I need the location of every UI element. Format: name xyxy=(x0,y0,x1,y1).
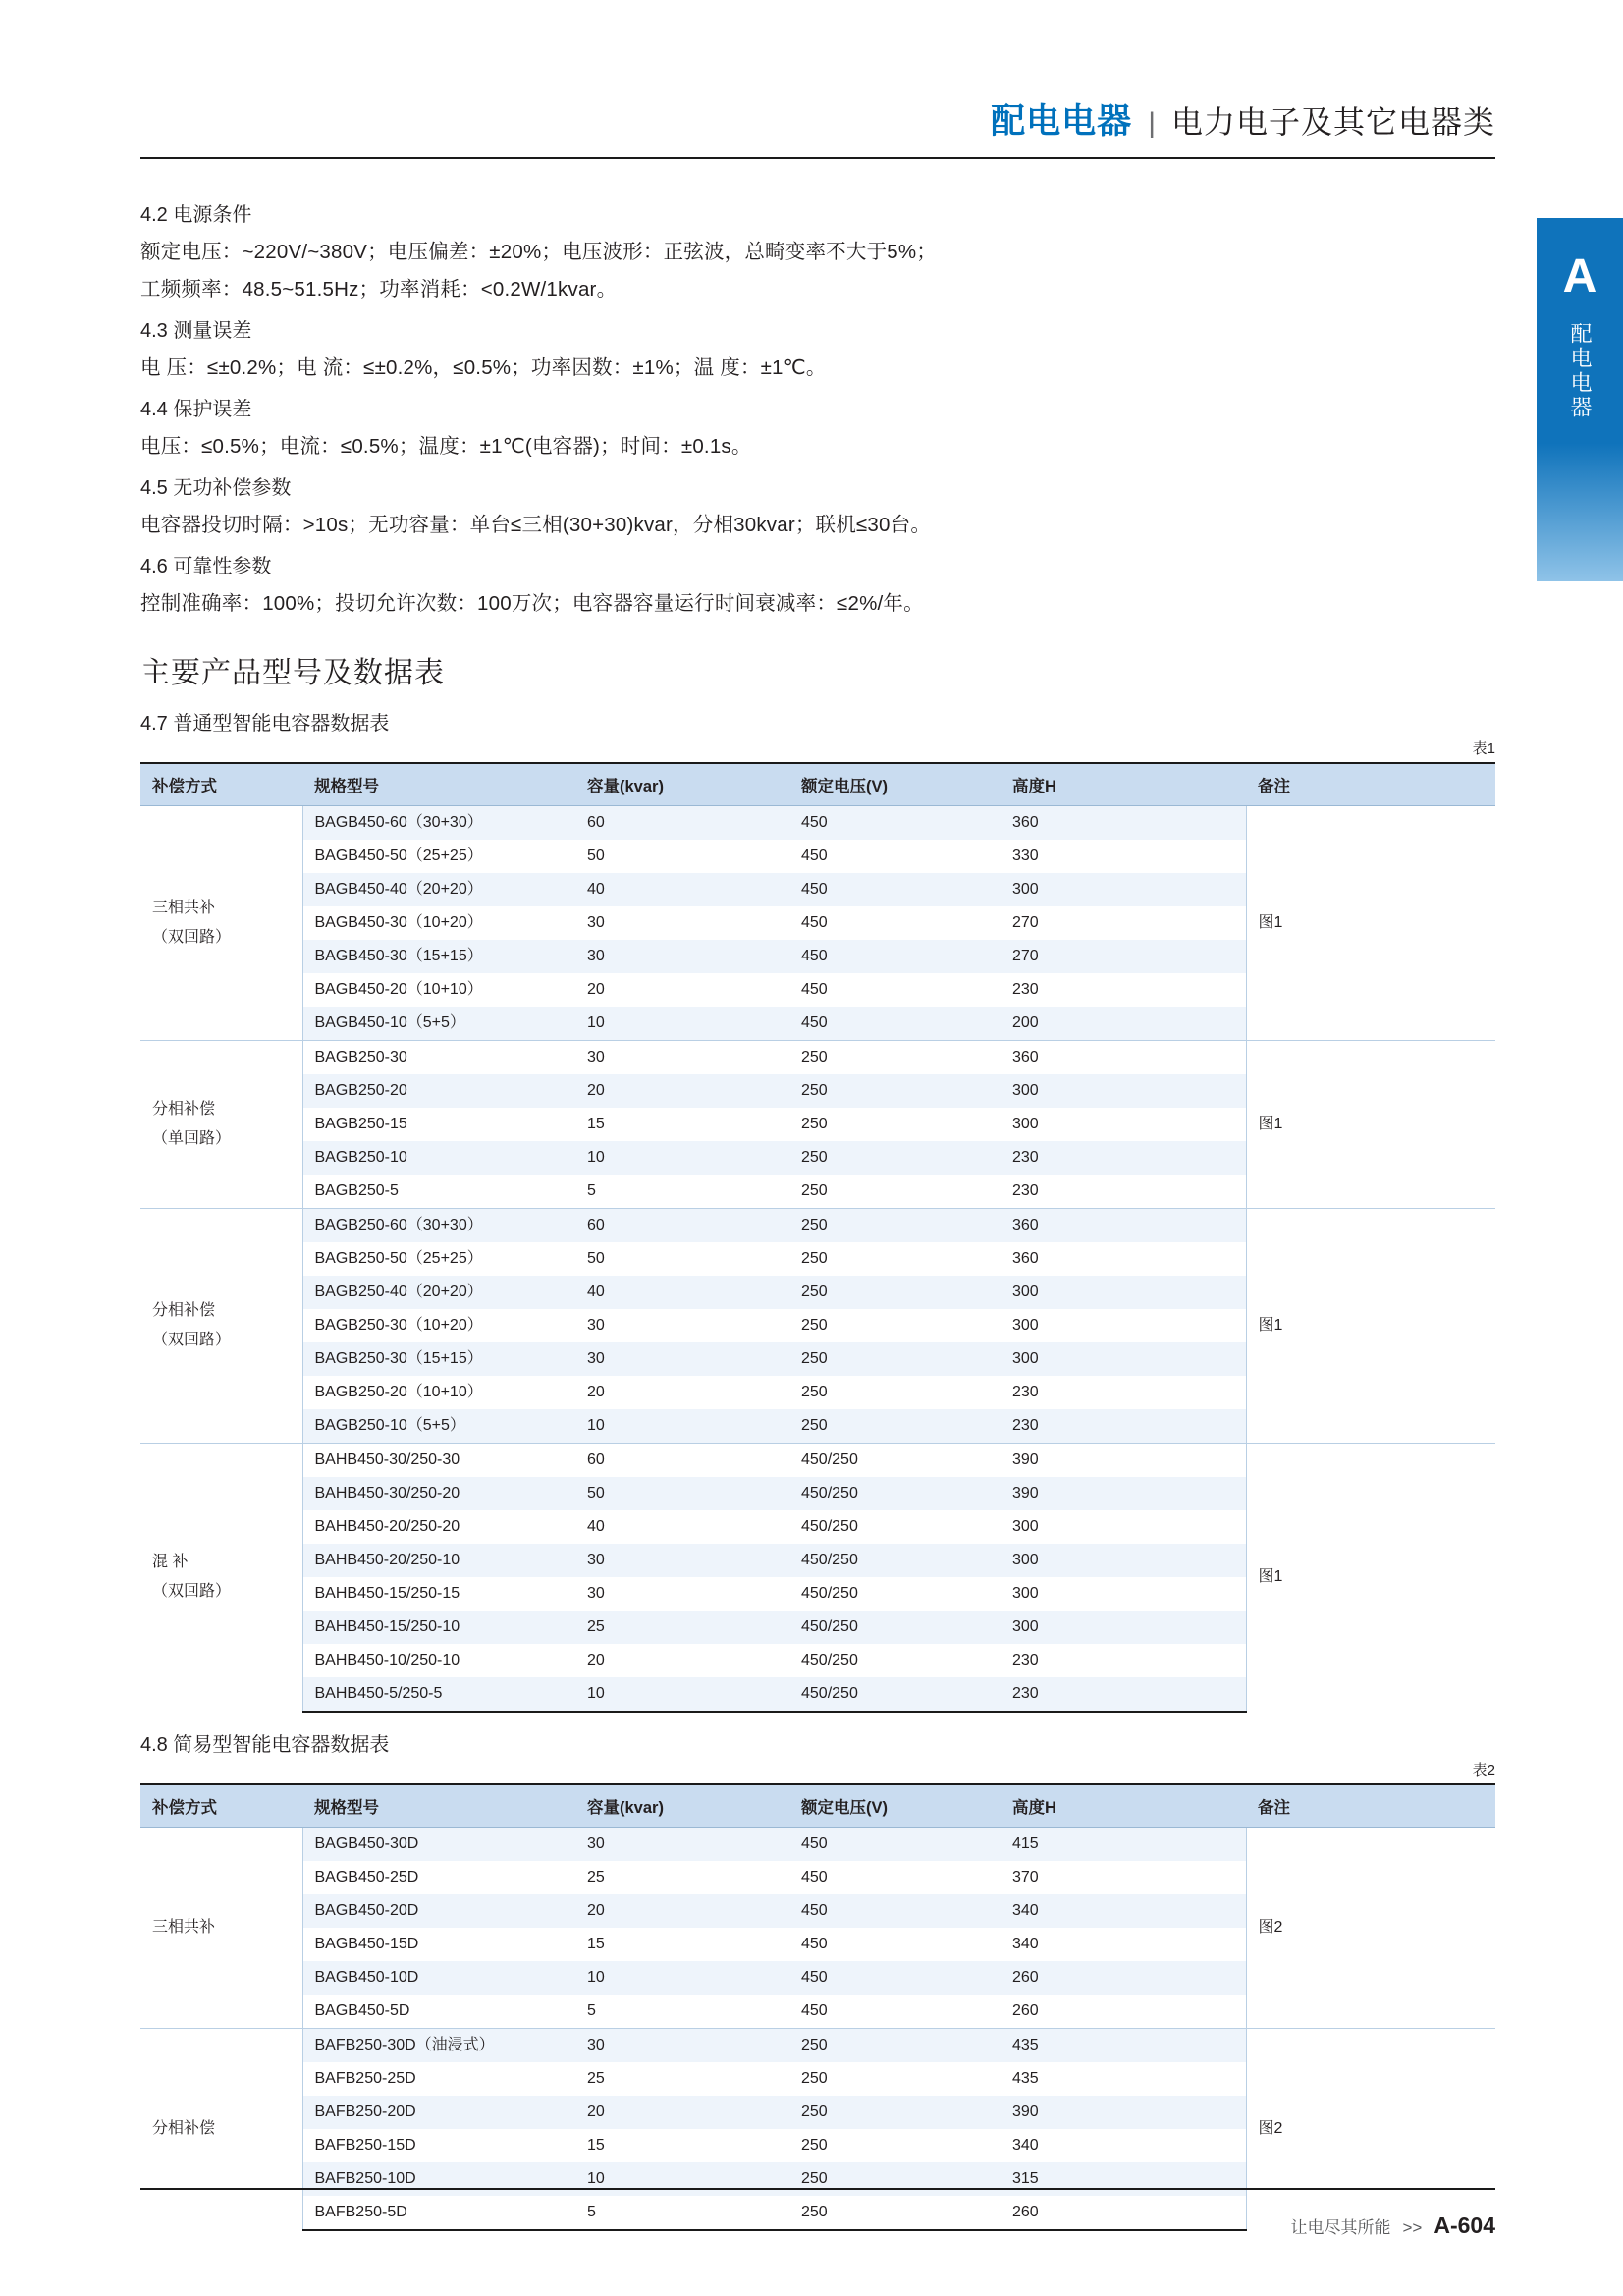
group-label-cell: 分相补偿 （双回路） xyxy=(140,1208,302,1443)
column-header: 补偿方式 xyxy=(140,763,302,806)
group-label-cell: 三相共补 xyxy=(140,1827,302,2028)
cell-height: 390 xyxy=(1001,1443,1246,1477)
cell-model: BAGB250-40（20+20） xyxy=(302,1276,575,1309)
table-row xyxy=(140,805,1495,840)
column-header: 备注 xyxy=(1246,763,1495,806)
cell-model: BAGB250-10 xyxy=(302,1141,575,1175)
column-header: 容量(kvar) xyxy=(575,763,789,806)
header-divider: | xyxy=(1148,107,1156,139)
cell-height: 230 xyxy=(1001,1141,1246,1175)
group-note-cell: 图1 xyxy=(1246,1040,1495,1208)
cell-model: BAFB250-25D xyxy=(302,2062,575,2096)
cell-model: BAHB450-20/250-20 xyxy=(302,1510,575,1544)
cell-capacity: 40 xyxy=(575,873,789,906)
section-title: 4.2 电源条件 xyxy=(140,204,252,226)
cell-capacity: 10 xyxy=(575,1007,789,1041)
cell-model: BAHB450-30/250-20 xyxy=(302,1477,575,1510)
footer-slogan: 让电尽其所能 xyxy=(1290,2218,1391,2237)
table2-number: 表2 xyxy=(1472,1761,1495,1778)
table2-caption: 4.8 简易型智能电容器数据表 xyxy=(140,1733,390,1756)
cell-capacity: 25 xyxy=(575,2062,789,2096)
cell-model: BAGB250-60（30+30） xyxy=(302,1208,575,1242)
cell-height: 260 xyxy=(1001,2196,1246,2230)
cell-voltage: 450 xyxy=(789,1861,1001,1894)
cell-voltage: 450 xyxy=(789,1928,1001,1961)
cell-model: BAGB450-5D xyxy=(302,1995,575,2029)
section-4-6 xyxy=(140,550,1495,623)
table-header-row xyxy=(140,1784,1495,1828)
column-header: 额定电压(V) xyxy=(789,1784,1001,1828)
cell-voltage: 450/250 xyxy=(789,1544,1001,1577)
group-note-cell: 图1 xyxy=(1246,1443,1495,1712)
cell-voltage: 450/250 xyxy=(789,1677,1001,1712)
section-4-3 xyxy=(140,314,1495,387)
cell-height: 300 xyxy=(1001,1276,1246,1309)
cell-height: 360 xyxy=(1001,805,1246,840)
cell-model: BAGB450-30D xyxy=(302,1827,575,1861)
cell-voltage: 250 xyxy=(789,1108,1001,1141)
section-title: 4.6 可靠性参数 xyxy=(140,555,272,577)
table-row xyxy=(140,1208,1495,1242)
cell-capacity: 15 xyxy=(575,1108,789,1141)
column-header: 规格型号 xyxy=(302,763,575,806)
cell-model: BAGB450-10D xyxy=(302,1961,575,1995)
cell-model: BAGB450-40（20+20） xyxy=(302,873,575,906)
section-line: 电 压：≤±0.2%；电 流：≤±0.2%，≤0.5%；功率因数：±1%；温 度：±1℃。 xyxy=(140,355,827,379)
cell-capacity: 10 xyxy=(575,1141,789,1175)
column-header: 额定电压(V) xyxy=(789,763,1001,806)
cell-model: BAGB250-20 xyxy=(302,1074,575,1108)
cell-height: 300 xyxy=(1001,1544,1246,1577)
cell-voltage: 250 xyxy=(789,1376,1001,1409)
cell-voltage: 250 xyxy=(789,2129,1001,2162)
header-rule xyxy=(140,157,1495,159)
column-header: 高度H xyxy=(1001,763,1246,806)
cell-voltage: 450 xyxy=(789,1995,1001,2029)
cell-capacity: 50 xyxy=(575,840,789,873)
cell-capacity: 20 xyxy=(575,1644,789,1677)
cell-voltage: 450/250 xyxy=(789,1443,1001,1477)
cell-model: BAGB450-20（10+10） xyxy=(302,973,575,1007)
table-row xyxy=(140,2028,1495,2062)
cell-model: BAGB250-30（15+15） xyxy=(302,1342,575,1376)
cell-model: BAGB450-30（15+15） xyxy=(302,940,575,973)
cell-voltage: 450 xyxy=(789,1827,1001,1861)
cell-capacity: 15 xyxy=(575,2129,789,2162)
cell-voltage: 450 xyxy=(789,906,1001,940)
cell-capacity: 20 xyxy=(575,973,789,1007)
group-label-cell: 三相共补 （双回路） xyxy=(140,805,302,1040)
cell-capacity: 50 xyxy=(575,1477,789,1510)
section-4-4 xyxy=(140,393,1495,465)
cell-capacity: 5 xyxy=(575,2196,789,2230)
table-row xyxy=(140,1040,1495,1074)
cell-voltage: 250 xyxy=(789,1309,1001,1342)
cell-voltage: 250 xyxy=(789,1242,1001,1276)
cell-voltage: 450/250 xyxy=(789,1477,1001,1510)
group-note-cell: 图1 xyxy=(1246,1208,1495,1443)
page-footer xyxy=(1290,2213,1495,2239)
cell-capacity: 30 xyxy=(575,940,789,973)
cell-height: 360 xyxy=(1001,1040,1246,1074)
cell-capacity: 10 xyxy=(575,1677,789,1712)
cell-capacity: 30 xyxy=(575,2028,789,2062)
cell-height: 300 xyxy=(1001,1309,1246,1342)
page-title: 主要产品型号及数据表 xyxy=(140,656,445,689)
section-title: 4.3 测量误差 xyxy=(140,319,252,342)
cell-voltage: 250 xyxy=(789,2096,1001,2129)
cell-capacity: 30 xyxy=(575,1577,789,1611)
footer-arrows: >> xyxy=(1402,2218,1423,2237)
cell-height: 360 xyxy=(1001,1242,1246,1276)
group-label-cell: 混 补 （双回路） xyxy=(140,1443,302,1712)
cell-height: 435 xyxy=(1001,2028,1246,2062)
cell-capacity: 10 xyxy=(575,2162,789,2196)
cell-height: 330 xyxy=(1001,840,1246,873)
cell-model: BAHB450-20/250-10 xyxy=(302,1544,575,1577)
cell-capacity: 60 xyxy=(575,1443,789,1477)
cell-height: 230 xyxy=(1001,1677,1246,1712)
cell-voltage: 450 xyxy=(789,873,1001,906)
cell-capacity: 30 xyxy=(575,1342,789,1376)
section-line: 额定电压：~220V/~380V；电压偏差：±20%；电压波形：正弦波，总畸变率不大于5%； xyxy=(140,241,938,263)
cell-height: 270 xyxy=(1001,906,1246,940)
cell-model: BAGB250-30 xyxy=(302,1040,575,1074)
cell-model: BAGB250-20（10+10） xyxy=(302,1376,575,1409)
column-header: 备注 xyxy=(1246,1784,1495,1828)
cell-model: BAHB450-15/250-10 xyxy=(302,1611,575,1644)
cell-voltage: 450/250 xyxy=(789,1577,1001,1611)
section-line: 工频频率：48.5~51.5Hz；功率消耗：<0.2W/1kvar。 xyxy=(140,277,618,301)
side-tab-label: 配电电器 xyxy=(1567,322,1593,420)
cell-capacity: 30 xyxy=(575,1040,789,1074)
cell-height: 300 xyxy=(1001,873,1246,906)
cell-capacity: 5 xyxy=(575,1175,789,1209)
cell-height: 300 xyxy=(1001,1074,1246,1108)
group-note-cell: 图1 xyxy=(1246,805,1495,1040)
table-简易型智能电容器数据表 xyxy=(140,1783,1495,2231)
cell-height: 300 xyxy=(1001,1577,1246,1611)
cell-capacity: 20 xyxy=(575,2096,789,2129)
cell-model: BAGB250-30（10+20） xyxy=(302,1309,575,1342)
cell-height: 415 xyxy=(1001,1827,1246,1861)
cell-model: BAGB450-30（10+20） xyxy=(302,906,575,940)
section-line: 电容器投切时隔：>10s；无功容量：单台≤三相(30+30)kvar，分相30kvar；联机≤30台。 xyxy=(140,513,932,536)
cell-voltage: 250 xyxy=(789,2162,1001,2196)
cell-model: BAFB250-5D xyxy=(302,2196,575,2230)
cell-height: 230 xyxy=(1001,1644,1246,1677)
cell-model: BAGB450-15D xyxy=(302,1928,575,1961)
cell-capacity: 30 xyxy=(575,906,789,940)
cell-height: 230 xyxy=(1001,1376,1246,1409)
cell-model: BAHB450-10/250-10 xyxy=(302,1644,575,1677)
section-line: 控制准确率：100%；投切允许次数：100万次；电容器容量运行时间衰减率：≤2%/年。 xyxy=(140,591,924,615)
cell-height: 390 xyxy=(1001,1477,1246,1510)
cell-capacity: 10 xyxy=(575,1961,789,1995)
cell-height: 300 xyxy=(1001,1342,1246,1376)
cell-voltage: 250 xyxy=(789,1175,1001,1209)
cell-height: 270 xyxy=(1001,940,1246,973)
page-header xyxy=(991,94,1495,143)
section-title: 4.5 无功补偿参数 xyxy=(140,476,292,499)
column-header: 容量(kvar) xyxy=(575,1784,789,1828)
cell-capacity: 60 xyxy=(575,805,789,840)
section-4-2 xyxy=(140,198,1495,308)
cell-voltage: 250 xyxy=(789,1409,1001,1444)
cell-capacity: 10 xyxy=(575,1409,789,1444)
cell-voltage: 450/250 xyxy=(789,1510,1001,1544)
cell-height: 300 xyxy=(1001,1108,1246,1141)
section-title: 4.4 保护误差 xyxy=(140,398,252,420)
cell-height: 340 xyxy=(1001,1928,1246,1961)
cell-model: BAGB250-15 xyxy=(302,1108,575,1141)
cell-height: 260 xyxy=(1001,1995,1246,2029)
cell-capacity: 15 xyxy=(575,1928,789,1961)
cell-model: BAGB450-50（25+25） xyxy=(302,840,575,873)
footer-rule xyxy=(140,2188,1495,2190)
cell-height: 315 xyxy=(1001,2162,1246,2196)
cell-voltage: 250 xyxy=(789,1208,1001,1242)
page-number: A-604 xyxy=(1434,2213,1495,2238)
page-content xyxy=(140,192,1495,2231)
cell-capacity: 40 xyxy=(575,1510,789,1544)
cell-capacity: 30 xyxy=(575,1544,789,1577)
cell-capacity: 25 xyxy=(575,1861,789,1894)
cell-capacity: 20 xyxy=(575,1376,789,1409)
cell-model: BAFB250-20D xyxy=(302,2096,575,2129)
header-subtitle: 电力电子及其它电器类 xyxy=(1170,104,1495,139)
group-note-cell: 图2 xyxy=(1246,2028,1495,2230)
cell-height: 300 xyxy=(1001,1510,1246,1544)
cell-voltage: 450/250 xyxy=(789,1644,1001,1677)
table-row xyxy=(140,1827,1495,1861)
cell-capacity: 25 xyxy=(575,1611,789,1644)
group-label-cell: 分相补偿 （单回路） xyxy=(140,1040,302,1208)
column-header: 补偿方式 xyxy=(140,1784,302,1828)
cell-height: 230 xyxy=(1001,1175,1246,1209)
cell-model: BAHB450-15/250-15 xyxy=(302,1577,575,1611)
cell-voltage: 450/250 xyxy=(789,1611,1001,1644)
cell-voltage: 450 xyxy=(789,1007,1001,1041)
cell-capacity: 40 xyxy=(575,1276,789,1309)
cell-capacity: 30 xyxy=(575,1309,789,1342)
cell-height: 390 xyxy=(1001,2096,1246,2129)
cell-capacity: 20 xyxy=(575,1894,789,1928)
cell-model: BAGB250-10（5+5） xyxy=(302,1409,575,1444)
cell-voltage: 250 xyxy=(789,2062,1001,2096)
cell-voltage: 250 xyxy=(789,2196,1001,2230)
cell-height: 230 xyxy=(1001,973,1246,1007)
cell-capacity: 5 xyxy=(575,1995,789,2029)
cell-voltage: 450 xyxy=(789,940,1001,973)
cell-height: 300 xyxy=(1001,1611,1246,1644)
cell-model: BAFB250-15D xyxy=(302,2129,575,2162)
cell-capacity: 60 xyxy=(575,1208,789,1242)
side-tab-letter: A xyxy=(1562,250,1597,302)
cell-capacity: 20 xyxy=(575,1074,789,1108)
cell-voltage: 450 xyxy=(789,1961,1001,1995)
group-note-cell: 图2 xyxy=(1246,1827,1495,2028)
cell-height: 260 xyxy=(1001,1961,1246,1995)
cell-model: BAGB450-20D xyxy=(302,1894,575,1928)
table1-number: 表1 xyxy=(1472,739,1495,757)
cell-voltage: 250 xyxy=(789,1342,1001,1376)
cell-model: BAHB450-30/250-30 xyxy=(302,1443,575,1477)
section-line: 电压：≤0.5%；电流：≤0.5%；温度：±1℃(电容器)；时间：±0.1s。 xyxy=(140,434,752,458)
table1-caption: 4.7 普通型智能电容器数据表 xyxy=(140,712,390,735)
cell-voltage: 250 xyxy=(789,1074,1001,1108)
cell-model: BAGB250-50（25+25） xyxy=(302,1242,575,1276)
cell-height: 340 xyxy=(1001,2129,1246,2162)
cell-voltage: 450 xyxy=(789,1894,1001,1928)
cell-height: 340 xyxy=(1001,1894,1246,1928)
column-header: 规格型号 xyxy=(302,1784,575,1828)
cell-voltage: 250 xyxy=(789,1276,1001,1309)
cell-model: BAFB250-10D xyxy=(302,2162,575,2196)
cell-capacity: 50 xyxy=(575,1242,789,1276)
table-row xyxy=(140,1443,1495,1477)
cell-model: BAHB450-5/250-5 xyxy=(302,1677,575,1712)
cell-model: BAGB450-25D xyxy=(302,1861,575,1894)
cell-height: 435 xyxy=(1001,2062,1246,2096)
cell-voltage: 450 xyxy=(789,805,1001,840)
cell-height: 230 xyxy=(1001,1409,1246,1444)
side-tab xyxy=(1537,218,1623,581)
cell-height: 360 xyxy=(1001,1208,1246,1242)
group-label-cell: 分相补偿 xyxy=(140,2028,302,2230)
table-header-row xyxy=(140,763,1495,806)
cell-capacity: 30 xyxy=(575,1827,789,1861)
cell-voltage: 250 xyxy=(789,2028,1001,2062)
cell-voltage: 450 xyxy=(789,973,1001,1007)
column-header: 高度H xyxy=(1001,1784,1246,1828)
cell-model: BAGB250-5 xyxy=(302,1175,575,1209)
header-main-title: 配电电器 xyxy=(991,102,1133,140)
cell-voltage: 250 xyxy=(789,1040,1001,1074)
cell-model: BAGB450-60（30+30） xyxy=(302,805,575,840)
section-4-5 xyxy=(140,471,1495,544)
cell-height: 200 xyxy=(1001,1007,1246,1041)
cell-voltage: 450 xyxy=(789,840,1001,873)
cell-height: 370 xyxy=(1001,1861,1246,1894)
table-普通型智能电容器数据表 xyxy=(140,762,1495,1713)
cell-model: BAFB250-30D（油浸式） xyxy=(302,2028,575,2062)
cell-voltage: 250 xyxy=(789,1141,1001,1175)
cell-model: BAGB450-10（5+5） xyxy=(302,1007,575,1041)
